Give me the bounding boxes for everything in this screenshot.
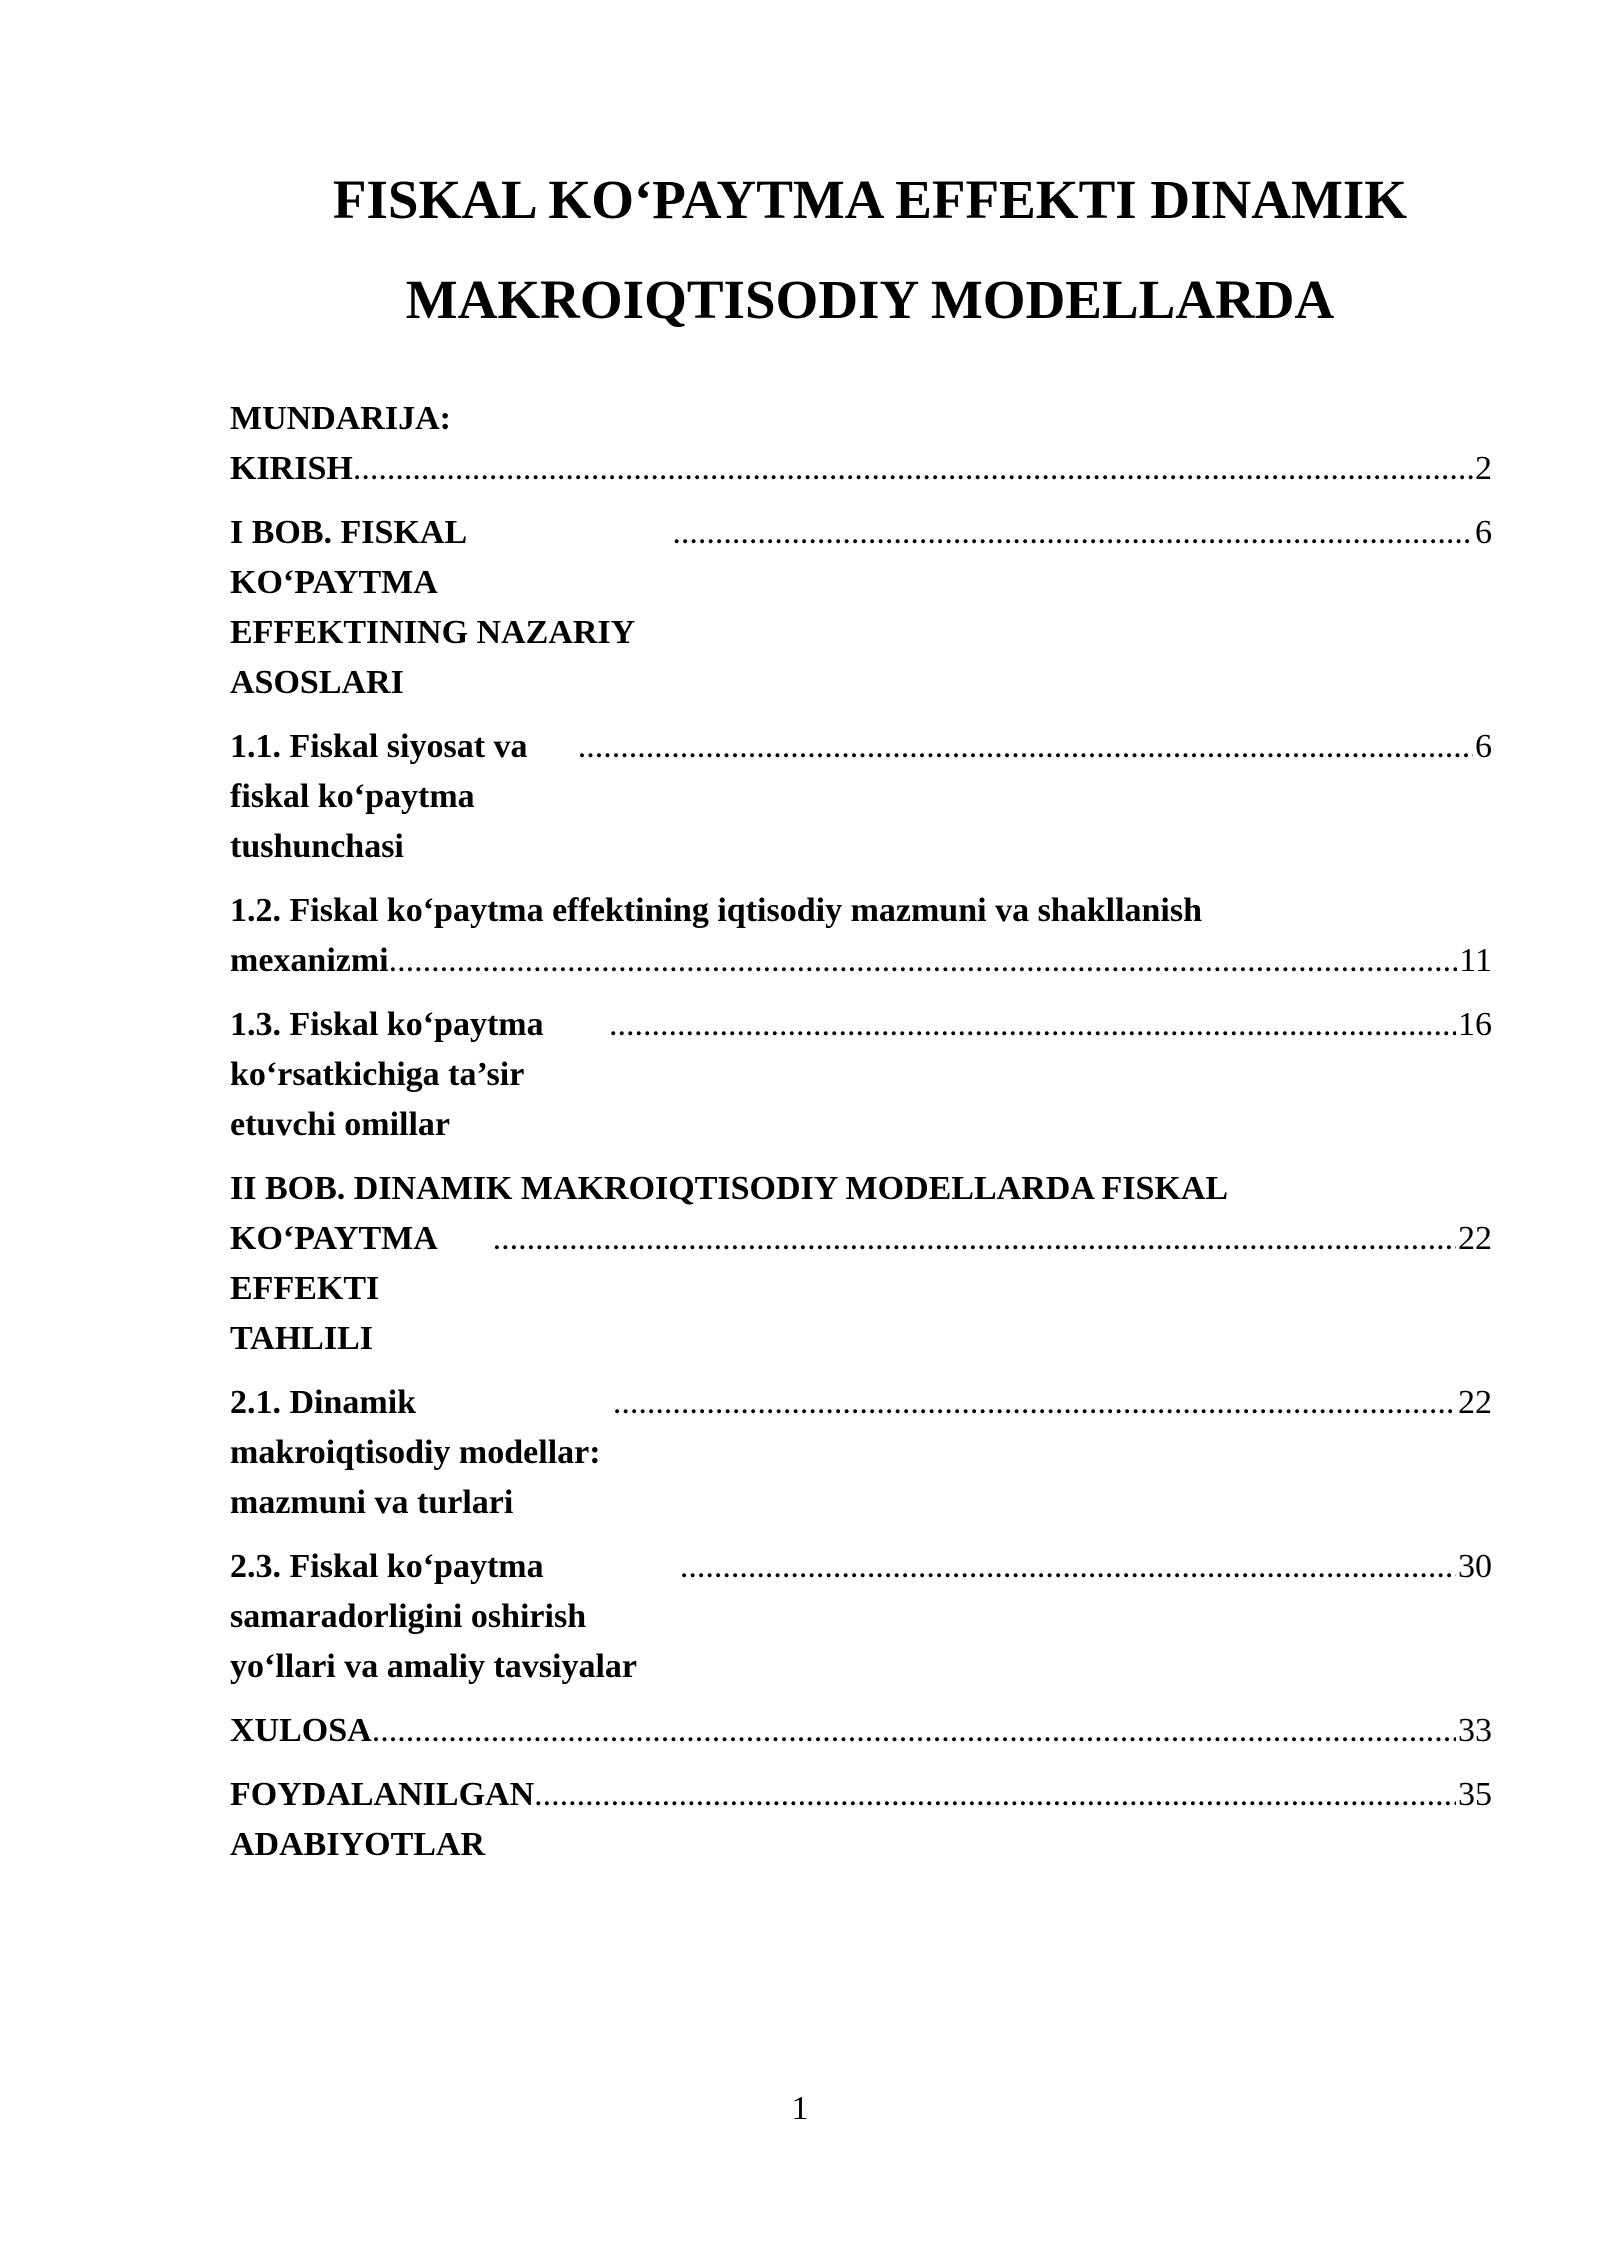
toc-entry-1-1[interactable] <box>230 722 1492 872</box>
toc-leader-dots <box>672 508 1473 558</box>
table-of-contents <box>230 394 1492 1884</box>
toc-entry-page: 16 <box>1458 1006 1492 1043</box>
title-line-1: FISKAL KO‘PAYTMA EFFEKTI DINAMIK <box>332 169 1408 230</box>
toc-entry-2-1[interactable] <box>230 1378 1492 1528</box>
toc-entry-adabiyotlar[interactable] <box>230 1770 1492 1870</box>
toc-entry-chapter-1[interactable] <box>230 508 1492 708</box>
toc-entry-label: 2.1. Dinamik makroiqtisodiy modellar: mazmuni va turlari <box>230 1384 601 1521</box>
toc-leader-dots <box>609 1000 1456 1050</box>
toc-leader-dots <box>613 1378 1456 1428</box>
toc-entry-chapter-2[interactable] <box>230 1164 1492 1364</box>
toc-entry-page: 33 <box>1458 1712 1492 1749</box>
toc-entry-1-2[interactable] <box>230 886 1492 986</box>
toc-entry-label-line-1: 1.2. Fiskal ko‘paytma effektining iqtisodiy mazmuni va shakllanish <box>230 892 1203 929</box>
toc-entry-page: 6 <box>1475 514 1492 551</box>
toc-entry-page: 35 <box>1458 1776 1492 1813</box>
toc-entry-label: 2.3. Fiskal ko‘paytma samaradorligini oshirish yo‘llari va amaliy tavsiyalar <box>230 1548 638 1685</box>
toc-entry-line-2 <box>230 936 1492 986</box>
toc-entry-page: 30 <box>1458 1548 1492 1585</box>
toc-entry-label: FOYDALANILGAN ADABIYOTLAR <box>230 1776 535 1863</box>
toc-entry-page: 6 <box>1475 728 1492 765</box>
toc-heading: MUNDARIJA: <box>230 400 451 437</box>
toc-leader-dots <box>578 722 1473 772</box>
toc-entry-label: 1.1. Fiskal siyosat va fiskal ko‘paytma tushunchasi <box>230 728 528 865</box>
toc-entry-kirish[interactable] <box>230 444 1492 494</box>
toc-entry-2-3[interactable] <box>230 1542 1492 1692</box>
title-line-2: MAKROIQTISODIY MODELLARDA <box>405 269 1335 330</box>
toc-leader-dots <box>353 444 1473 494</box>
toc-entry-label: XULOSA <box>230 1712 372 1749</box>
toc-entry-page: 2 <box>1475 450 1492 487</box>
toc-entry-page: 22 <box>1458 1220 1492 1257</box>
toc-entry-label: 1.3. Fiskal ko‘paytma ko‘rsatkichiga ta’sir etuvchi omillar <box>230 1006 544 1143</box>
toc-entry-label: KO‘PAYTMA EFFEKTI TAHLILI <box>230 1220 436 1357</box>
toc-leader-dots <box>389 936 1458 986</box>
toc-leader-dots <box>493 1214 1456 1264</box>
toc-entry-label-line-1: II BOB. DINAMIK MAKROIQTISODIY MODELLARDA FISKAL <box>230 1170 1229 1207</box>
toc-entry-1-3[interactable] <box>230 1000 1492 1150</box>
toc-leader-dots <box>680 1542 1456 1592</box>
toc-entry-label: mexanizmi <box>230 942 389 979</box>
toc-leader-dots <box>534 1770 1456 1820</box>
page-number: 1 <box>791 2090 809 2127</box>
toc-entry-line-2 <box>230 1214 1492 1364</box>
toc-entry-page: 11 <box>1459 942 1492 979</box>
toc-entry-xulosa[interactable] <box>230 1706 1492 1756</box>
toc-entry-page: 22 <box>1458 1384 1492 1421</box>
toc-entry-label: KIRISH <box>230 450 353 487</box>
toc-entry-label: I BOB. FISKAL KO‘PAYTMA EFFEKTINING NAZARIY ASOSLARI <box>230 514 634 701</box>
document-title <box>230 150 1510 350</box>
toc-leader-dots <box>372 1706 1456 1756</box>
